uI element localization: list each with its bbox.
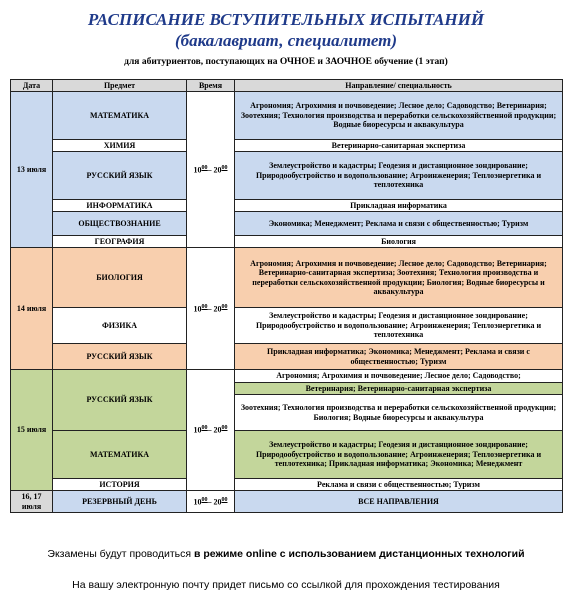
subject-cell: ФИЗИКА [53, 308, 187, 344]
table-row [11, 236, 563, 248]
direction-cell: Реклама и связи с общественностью; Туризм [235, 479, 563, 491]
table-row [11, 344, 563, 370]
table-row [11, 92, 563, 140]
subject-cell: РУССКИЙ ЯЗЫК [53, 152, 187, 200]
table-row [11, 248, 563, 308]
header-direction: Направление/ специальность [235, 80, 563, 92]
direction-cell: Прикладная информатика; Экономика; Менеджмент; Реклама и связи с общественностью; Туризм [235, 344, 563, 370]
header-time: Время [187, 80, 235, 92]
subject-cell: ХИМИЯ [53, 140, 187, 152]
time-cell: $10^{00}-$ $20^{00}$ [187, 491, 235, 513]
date-cell: 16, 17 июля [11, 491, 53, 513]
direction-cell: Агрономия; Агрохимия и почвоведение; Лесное дело; Садоводство; [235, 370, 563, 383]
subject-cell: ОБЩЕСТВОЗНАНИЕ [53, 212, 187, 236]
subject-cell: ИНФОРМАТИКА [53, 200, 187, 212]
subject-cell: РУССКИЙ ЯЗЫК [53, 344, 187, 370]
subject-cell: МАТЕМАТИКА [53, 92, 187, 140]
table-row [11, 140, 563, 152]
direction-cell: Ветеринарно-санитарная экспертиза [235, 140, 563, 152]
header-date: Дата [11, 80, 53, 92]
direction-cell: Биология [235, 236, 563, 248]
subject-cell: БИОЛОГИЯ [53, 248, 187, 308]
date-cell: 14 июля [11, 248, 53, 370]
time-cell: $10^{00}-$ $20^{00}$ [187, 248, 235, 370]
table-row [11, 152, 563, 200]
exam-mode-note: Экзамены будут проводиться в режиме online с использованием дистанционных технологий [47, 548, 525, 560]
subject-cell: РУССКИЙ ЯЗЫК [53, 370, 187, 431]
table-row [11, 370, 563, 383]
subject-cell: ИСТОРИЯ [53, 479, 187, 491]
page-title: РАСПИСАНИЕ ВСТУПИТЕЛЬНЫХ ИСПЫТАНИЙ [87, 10, 485, 29]
table-header-row [11, 80, 563, 92]
table-row [11, 308, 563, 344]
subject-cell: МАТЕМАТИКА [53, 431, 187, 479]
audience-note: для абитуриентов, поступающих на ОЧНОЕ и ЗАОЧНОЕ обучение (1 этап) [124, 57, 448, 67]
subject-cell: ГЕОГРАФИЯ [53, 236, 187, 248]
email-note: На вашу электронную почту придет письмо со ссылкой для прохождения тестирования [72, 579, 500, 591]
subject-cell: РЕЗЕРВНЫЙ ДЕНЬ [53, 491, 187, 513]
direction-cell: Ветеринария; Ветеринарно-санитарная экспертиза [235, 383, 563, 395]
date-cell: 13 июля [11, 92, 53, 248]
direction-cell: Зоотехния; Технология производства и переработки сельскохозяйственной продукции; Биология; Водные биоресурсы и аквакультура [235, 395, 563, 431]
direction-cell: Землеустройство и кадастры; Геодезия и дистанционное зондирование; Природообустройство и водопользование; Агроинженерия; Теплоэнергетика и теплотехника; Прикладная информатика; Экономика; Менеджмент [235, 431, 563, 479]
time-cell: $10^{00}-$ $20^{00}$ [187, 370, 235, 491]
table-row [11, 431, 563, 479]
header-subject: Предмет [53, 80, 187, 92]
page-subtitle: (бакалавриат, специалитет) [174, 31, 398, 50]
direction-cell: Агрономия; Агрохимия и почвоведение; Лесное дело; Садоводство; Ветеринария; Зоотехния; Технология производства и переработки сельскохозяйственной продукции; Водные биоресурсы и аквакультура [235, 92, 563, 140]
direction-cell: Агрономия; Агрохимия и почвоведение; Лесное дело; Садоводство; Ветеринария; Ветеринарно-санитарная экспертиза; Зоотехния; Технология производства и переработки сельскохозяйственной продукции; Биология; Водные биоресурсы и аквакультура [235, 248, 563, 308]
schedule-table [10, 79, 563, 513]
table-row [11, 479, 563, 491]
table-row [11, 200, 563, 212]
direction-cell: Землеустройство и кадастры; Геодезия и дистанционное зондирование; Природообустройство и водопользование; Агроинженерия; Теплоэнергетика и теплотехника [235, 308, 563, 344]
date-cell: 15 июля [11, 370, 53, 491]
direction-cell: ВСЕ НАПРАВЛЕНИЯ [235, 491, 563, 513]
direction-cell: Прикладная информатика [235, 200, 563, 212]
table-row [11, 491, 563, 513]
time-cell: $10^{00}-$ $20^{00}$ [187, 92, 235, 248]
table-row [11, 212, 563, 236]
direction-cell: Экономика; Менеджмент; Реклама и связи с общественностью; Туризм [235, 212, 563, 236]
direction-cell: Землеустройство и кадастры; Геодезия и дистанционное зондирование; Природообустройство и водопользование; Агроинженерия; Теплоэнергетика и теплотехника [235, 152, 563, 200]
